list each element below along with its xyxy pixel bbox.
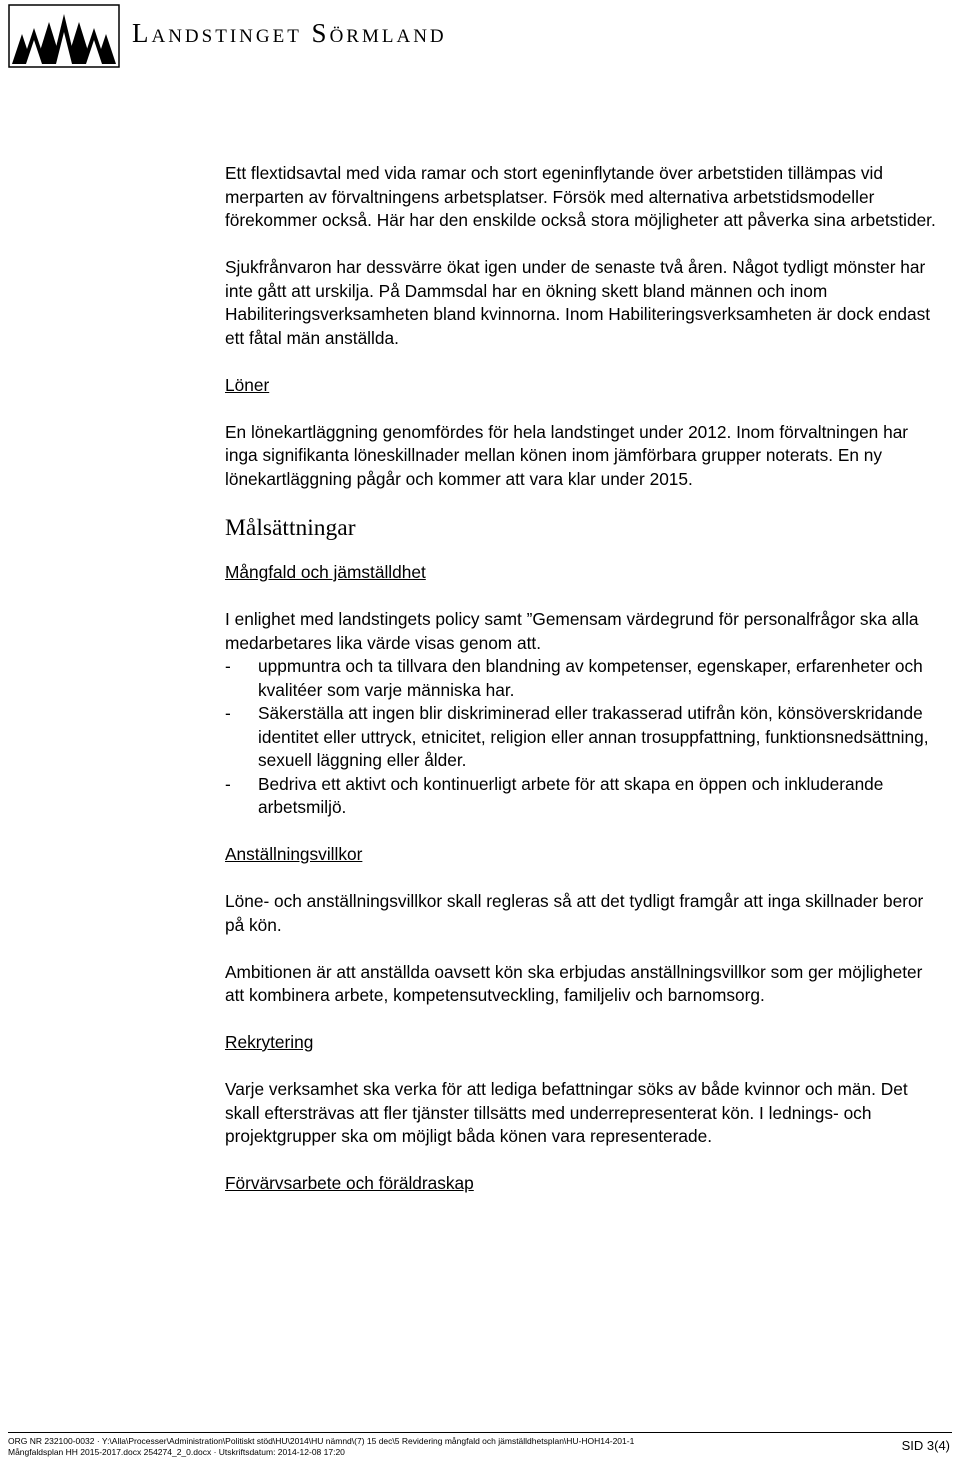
list-item bbox=[225, 702, 945, 773]
page-header bbox=[8, 4, 508, 68]
footer-divider bbox=[8, 1432, 952, 1433]
footer-metadata bbox=[8, 1436, 634, 1457]
list-item bbox=[225, 655, 945, 702]
heading-rekrytering: Rekrytering bbox=[225, 1032, 314, 1052]
footer-line-2: Mångfaldsplan HH 2015-2017.docx 254274_2_0.docx · Utskriftsdatum: 2014-12-08 17:20 bbox=[8, 1446, 345, 1457]
page-number bbox=[902, 1438, 950, 1453]
paragraph-policy: I enlighet med landstingets policy samt ”Gemensam värdegrund för personalfrågor ska alla medarbetares lika värde visas genom att. bbox=[225, 609, 919, 653]
organization-name: Landstinget Sörmland bbox=[132, 18, 447, 48]
page-total: (4) bbox=[934, 1438, 950, 1453]
heading-forvarvsarbete: Förvärvsarbete och föräldraskap bbox=[225, 1173, 474, 1193]
list-item-text: Säkerställa att ingen blir diskriminerad eller trakasserad utifrån kön, könsöverskridande identitet eller uttryck, etnicitet, religion eller annan trosuppfattning, funktionsnedsättning, sexuell läggning eller ålder. bbox=[258, 703, 929, 770]
heading-loner: Löner bbox=[225, 374, 270, 395]
heading-mangfald: Mångfald och jämställdhet bbox=[225, 562, 426, 582]
heading-malsattningar: Målsättningar bbox=[225, 515, 356, 541]
paragraph-flextid: Ett flextidsavtal med vida ramar och stort egeninflytande över arbetstiden tillämpas vid merparten av förvaltningens arbetsplatser. Försök med alternativa arbetstidsmodeller förekommer också. Här har den enskilde också stora möjligheter att påverka sina arbetstider. bbox=[225, 163, 936, 230]
goal-list bbox=[225, 655, 945, 820]
heading-anstallningsvillkor: Anställningsvillkor bbox=[225, 844, 363, 864]
paragraph-rekrytering: Varje verksamhet ska verka för att lediga befattningar söks av både kvinnor och män. Det skall eftersträvas att fler tjänster tillsätts med underrepresenterat kön. I lednings- och projektgrupper ska om möjligt båda könen vara representerade. bbox=[225, 1079, 908, 1146]
list-item-text: Bedriva ett aktivt och kontinuerligt arbete för att skapa en öppen och inkluderande arbetsmiljö. bbox=[258, 773, 884, 817]
dash-bullet: - bbox=[225, 773, 231, 794]
page-label: SID 3 bbox=[901, 1438, 935, 1453]
paragraph-ambition: Ambitionen är att anställda oavsett kön ska erbjudas anställningsvillkor som ger möjligheter att kombinera arbete, kompetensutveckling, familjeliv och barnomsorg. bbox=[225, 961, 923, 1005]
list-item-text: uppmuntra och ta tillvara den blandning av kompetenser, egenskaper, erfarenheter och kvalitéer som varje människa har. bbox=[258, 656, 923, 700]
paragraph-sjukfranvaro: Sjukfrånvaron har dessvärre ökat igen under de senaste två åren. Något tydligt mönster har inte gått att urskilja. På Dammsdal har en ökning skett bland männen och inom Habiliteringsverksamheten bland kvinnorna. Inom Habiliteringsverksamheten är dock endast ett fåtal män anställda. bbox=[225, 257, 931, 348]
footer-line-1: ORG NR 232100-0032 · Y:\Alla\Processer\Administration\Politiskt stöd\HU\2014\HU nämnd\(7) 15 dec\5 Revidering mångfald och jämställdhetsplan\HU-HOH14-201-1 bbox=[8, 1436, 635, 1446]
paragraph-lonevillkor: Löne- och anställningsvillkor skall regleras så att det tydligt framgår att inga skillnader beror på kön. bbox=[225, 891, 924, 935]
dash-bullet: - bbox=[225, 703, 231, 723]
document-body bbox=[225, 162, 945, 1196]
landstinget-logo-icon bbox=[8, 4, 120, 68]
dash-bullet: - bbox=[225, 656, 231, 676]
paragraph-lonekartlaggning: En lönekartläggning genomfördes för hela landstinget under 2012. Inom förvaltningen har inga signifikanta löneskillnader mellan könen inom jämförbara grupper noterats. En ny lönekartläggning pågår och kommer att vara klar under 2015. bbox=[225, 421, 909, 489]
list-item bbox=[225, 773, 945, 820]
